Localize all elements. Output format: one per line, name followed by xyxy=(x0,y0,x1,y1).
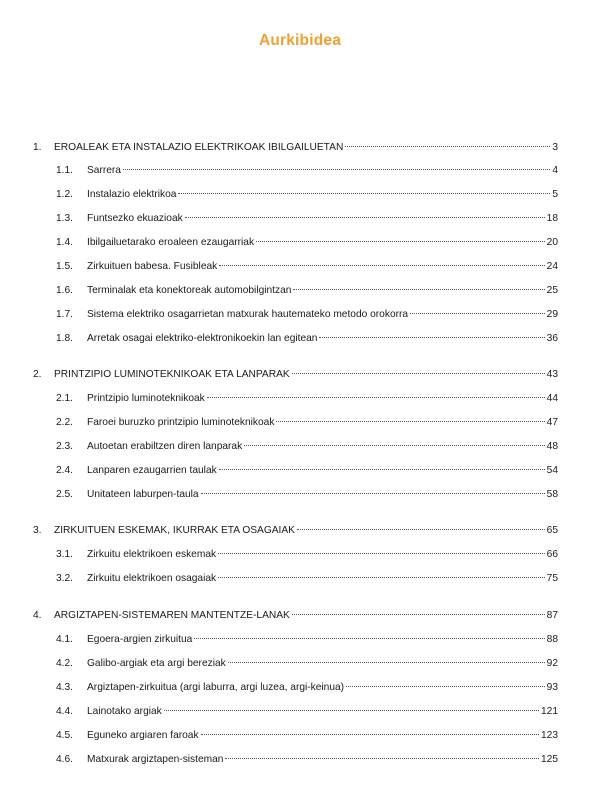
toc-section-4-4[interactable] xyxy=(56,704,558,720)
toc-page-number: 65 xyxy=(546,525,558,536)
toc-label: Galibo-argiak eta argi bereziak xyxy=(87,658,226,669)
toc-page-number: 20 xyxy=(546,237,558,248)
toc-number: 2. xyxy=(33,369,42,380)
toc-leader xyxy=(219,469,545,470)
toc-label: Zirkuitu elektrikoen eskemak xyxy=(87,549,217,560)
toc-label: Lainotako argiak xyxy=(87,706,162,717)
toc-label: PRINTZIPIO LUMINOTEKNIKOAK ETA LANPARAK xyxy=(54,369,290,380)
toc-section-1-4[interactable] xyxy=(56,235,558,251)
toc-number: 1.8. xyxy=(56,333,73,344)
toc-section-1-8[interactable] xyxy=(56,331,558,347)
toc-leader xyxy=(292,373,545,374)
toc-leader xyxy=(292,614,545,615)
toc-number: 1.2. xyxy=(56,189,73,200)
toc-section-2-3[interactable] xyxy=(56,439,558,455)
toc-number: 1.6. xyxy=(56,285,73,296)
toc-leader xyxy=(201,493,545,494)
toc-section-1-3[interactable] xyxy=(56,211,558,227)
toc-leader xyxy=(276,421,544,422)
toc-page-number: 58 xyxy=(546,489,558,500)
toc-chapter-4[interactable] xyxy=(33,608,558,624)
toc-leader xyxy=(194,638,544,639)
toc-section-4-3[interactable] xyxy=(56,680,558,696)
toc-number: 1.4. xyxy=(56,237,73,248)
toc-label: Matxurak argiztapen-sisteman xyxy=(87,754,224,765)
toc-label: Sistema elektriko osagarrietan matxurak hautemateko metodo orokorra xyxy=(87,309,409,320)
toc-page-number: 43 xyxy=(546,369,558,380)
toc-section-4-6[interactable] xyxy=(56,752,558,768)
toc-label: Arretak osagai elektriko-elektronikoekin lan egitean xyxy=(87,333,318,344)
toc-label: ARGIZTAPEN-SISTEMAREN MANTENTZE-LANAK xyxy=(54,610,290,621)
toc-number: 2.2. xyxy=(56,417,73,428)
toc-number: 1.1. xyxy=(56,165,73,176)
toc-page-number: 66 xyxy=(546,549,558,560)
toc-page-number: 92 xyxy=(546,658,558,669)
toc-section-4-5[interactable] xyxy=(56,728,558,744)
toc-page-number: 24 xyxy=(546,261,558,272)
toc-leader xyxy=(201,734,539,735)
toc-leader xyxy=(164,710,539,711)
toc-number: 1.7. xyxy=(56,309,73,320)
toc-leader xyxy=(244,445,544,446)
toc-section-4-2[interactable] xyxy=(56,656,558,672)
toc-label: Lanparen ezaugarrien taulak xyxy=(87,465,217,476)
toc-number: 2.4. xyxy=(56,465,73,476)
toc-section-1-1[interactable] xyxy=(56,163,558,179)
toc-page-number: 75 xyxy=(546,573,558,584)
toc-number: 2.1. xyxy=(56,393,73,404)
toc-page-number: 87 xyxy=(546,610,558,621)
toc-label: Autoetan erabiltzen diren lanparak xyxy=(87,441,243,452)
toc-number: 1. xyxy=(33,142,42,153)
toc-section-2-1[interactable] xyxy=(56,391,558,407)
toc-page-number: 44 xyxy=(546,393,558,404)
toc-number: 4.3. xyxy=(56,682,73,693)
toc-page-number: 48 xyxy=(546,441,558,452)
toc-label: Terminalak eta konektoreak automobilgintzan xyxy=(87,285,292,296)
toc-leader xyxy=(185,217,545,218)
toc-page-number: 121 xyxy=(541,706,558,717)
toc-section-1-5[interactable] xyxy=(56,259,558,275)
toc-number: 3.1. xyxy=(56,549,73,560)
toc-label: Zirkuitu elektrikoen osagaiak xyxy=(87,573,217,584)
toc-label: Ibilgailuetarako eroaleen ezaugarriak xyxy=(87,237,255,248)
toc-leader xyxy=(256,241,545,242)
toc-leader xyxy=(228,662,545,663)
toc-leader xyxy=(218,553,545,554)
toc-leader xyxy=(319,337,544,338)
toc-page-number: 36 xyxy=(546,333,558,344)
toc-section-1-6[interactable] xyxy=(56,283,558,299)
toc-leader xyxy=(123,169,550,170)
toc-label: Funtsezko ekuazioak xyxy=(87,213,183,224)
toc-page-number: 88 xyxy=(546,634,558,645)
toc-page-number: 125 xyxy=(541,754,558,765)
toc-label: Faroei buruzko printzipio luminoteknikoak xyxy=(87,417,275,428)
page-title: Aurkibidea xyxy=(258,32,342,49)
toc-number: 2.5. xyxy=(56,489,73,500)
toc-label: Instalazio elektrikoa xyxy=(87,189,177,200)
toc-number: 4.2. xyxy=(56,658,73,669)
toc-label: Egoera-argien zirkuitua xyxy=(87,634,193,645)
toc-leader xyxy=(218,577,545,578)
toc-page-number: 4 xyxy=(552,165,558,176)
toc-number: 4.5. xyxy=(56,730,73,741)
toc-chapter-2[interactable] xyxy=(33,367,558,383)
toc-page-number: 18 xyxy=(546,213,558,224)
toc-page-number: 123 xyxy=(541,730,558,741)
toc-page-number: 5 xyxy=(552,189,558,200)
toc-leader xyxy=(219,265,544,266)
toc-leader xyxy=(293,289,544,290)
toc-number: 4.4. xyxy=(56,706,73,717)
toc-number: 1.5. xyxy=(56,261,73,272)
toc-chapter-1[interactable] xyxy=(33,140,558,156)
toc-label: EROALEAK ETA INSTALAZIO ELEKTRIKOAK IBILGAILUETAN xyxy=(54,142,344,153)
toc-number: 3. xyxy=(33,525,42,536)
toc-number: 4.1. xyxy=(56,634,73,645)
toc-section-3-1[interactable] xyxy=(56,547,558,563)
toc-section-2-5[interactable] xyxy=(56,487,558,503)
toc-number: 3.2. xyxy=(56,573,73,584)
toc-label: Argiztapen-zirkuitua (argi laburra, argi luzea, argi-keinua) xyxy=(87,682,345,693)
toc-section-4-1[interactable] xyxy=(56,632,558,648)
toc-number: 4. xyxy=(33,610,42,621)
toc-page-number: 29 xyxy=(546,309,558,320)
toc-number: 1.3. xyxy=(56,213,73,224)
toc-leader xyxy=(207,397,545,398)
toc-page-number: 3 xyxy=(552,142,558,153)
toc-label: Eguneko argiaren faroak xyxy=(87,730,199,741)
toc-leader xyxy=(178,193,550,194)
toc-label: ZIRKUITUEN ESKEMAK, IKURRAK ETA OSAGAIAK xyxy=(54,525,295,536)
toc-leader xyxy=(345,146,550,147)
toc-leader xyxy=(410,313,545,314)
toc-page-number: 54 xyxy=(546,465,558,476)
toc-section-1-2[interactable] xyxy=(56,187,558,203)
toc-number: 2.3. xyxy=(56,441,73,452)
toc-leader xyxy=(225,758,539,759)
toc-label: Sarrera xyxy=(87,165,121,176)
toc-leader xyxy=(297,529,545,530)
toc-label: Printzipio luminoteknikoak xyxy=(87,393,205,404)
toc-number: 4.6. xyxy=(56,754,73,765)
toc-page-number: 47 xyxy=(546,417,558,428)
toc-label: Zirkuituen babesa. Fusibleak xyxy=(87,261,218,272)
toc-section-1-7[interactable] xyxy=(56,307,558,323)
toc-label: Unitateen laburpen-taula xyxy=(87,489,199,500)
toc-chapter-3[interactable] xyxy=(33,523,558,539)
toc-page-number: 93 xyxy=(546,682,558,693)
toc-section-3-2[interactable] xyxy=(56,571,558,587)
toc-page-number: 25 xyxy=(546,285,558,296)
toc-section-2-4[interactable] xyxy=(56,463,558,479)
toc-leader xyxy=(346,686,545,687)
toc-section-2-2[interactable] xyxy=(56,415,558,431)
